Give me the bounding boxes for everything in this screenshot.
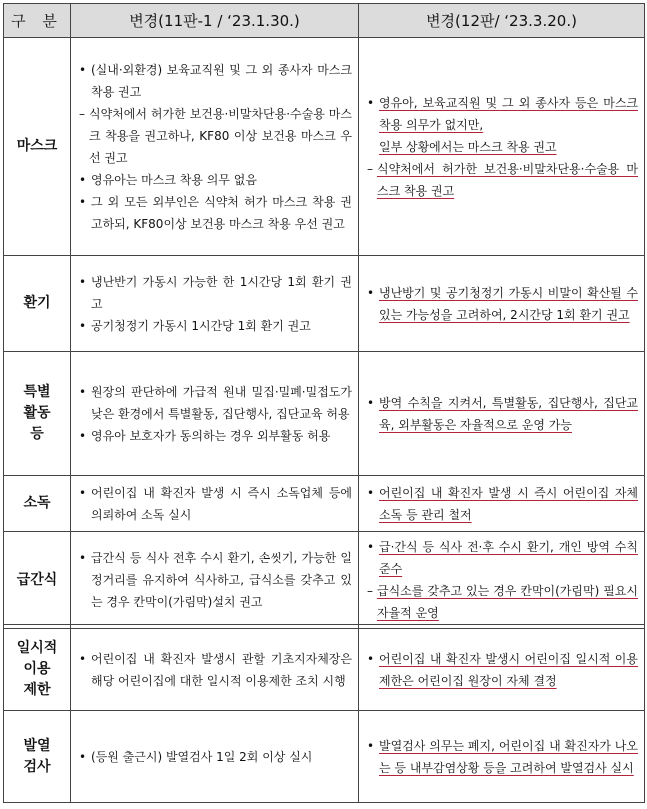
bullet: • — [79, 384, 87, 399]
bullet: • — [367, 485, 375, 500]
list-item — [367, 282, 638, 326]
before-cell — [71, 38, 359, 256]
item-text: 그 외 모든 외부인은 식약처 허가 마스크 착용 권고하되, KF80이상 보건용 마스크 착용 우선 권고 — [91, 194, 352, 231]
list-item — [367, 536, 638, 580]
bullet: • — [367, 540, 375, 554]
list-item — [367, 648, 638, 692]
table-row — [4, 256, 645, 352]
item-text: 급·간식 등 식사 전·후 수시 환기, 개인 방역 수칙 준수 — [379, 540, 638, 576]
bullet: – — [79, 106, 85, 121]
bullet: • — [79, 551, 87, 565]
item-text: 영유아 보호자가 동의하는 경우 외부활동 허용 — [91, 428, 331, 443]
table-header-row — [4, 4, 645, 38]
after-cell — [359, 476, 645, 532]
before-cell — [71, 256, 359, 352]
bullet: – — [367, 584, 373, 598]
list-item — [79, 315, 352, 337]
after-cell — [359, 38, 645, 256]
list-item — [367, 482, 638, 526]
before-cell — [71, 629, 359, 711]
bullet: • — [79, 318, 87, 333]
bullet: – — [367, 161, 373, 176]
item-text: 어린이집 내 확진자 발생 시 즉시 어린이집 자체 소독 등 관리 철저 — [379, 485, 638, 522]
row-label — [4, 711, 71, 803]
row-label-text: 발열 검사 — [23, 737, 51, 775]
table-row — [4, 38, 645, 256]
item-text: 급식소를 갖추고 있는 경우 칸막이(가림막) 필요시 자율적 운영 — [377, 584, 638, 620]
row-label-text: 급간식 — [16, 571, 58, 588]
bullet: • — [367, 651, 375, 666]
list-item — [79, 191, 352, 235]
list-item — [367, 392, 638, 436]
row-label-text: 특별 활동 등 — [23, 384, 51, 442]
row-label — [4, 532, 71, 629]
header-category: 구 분 — [4, 4, 71, 38]
bullet: • — [367, 395, 375, 410]
before-cell — [71, 711, 359, 803]
list-item — [79, 271, 352, 315]
comparison-table-continued — [3, 628, 645, 803]
list-item — [79, 425, 352, 447]
table-divider — [3, 624, 644, 625]
before-cell — [71, 476, 359, 532]
item-text: 방역 수칙을 지켜서, 특별활동, 집단행사, 집단교육, 외부활동은 자율적으로 운영 가능 — [379, 395, 638, 432]
item-text: 식약처에서 허가한 보건용·비말차단용·수술용 마스크 착용 권고 — [377, 161, 638, 198]
row-label-text: 일시적 이용 제한 — [16, 640, 58, 698]
after-cell — [359, 256, 645, 352]
bullet: • — [79, 651, 87, 666]
table-row — [4, 352, 645, 476]
row-label-text: 소독 — [23, 495, 51, 511]
list-item — [79, 103, 352, 169]
list-item — [79, 746, 352, 768]
list-item — [79, 648, 352, 692]
item-text: 일부 상황에서는 마스크 착용 권고 — [379, 139, 557, 154]
table-row — [4, 532, 645, 629]
table-row — [4, 629, 645, 711]
header-before: 변경(11판-1 / ‘23.1.30.) — [71, 4, 359, 38]
row-label — [4, 476, 71, 532]
bullet: • — [79, 485, 87, 500]
item-text: (등원 출근시) 발열검사 1일 2회 이상 실시 — [91, 749, 313, 764]
list-item — [79, 482, 352, 526]
comparison-table — [3, 3, 645, 629]
item-text: 발열검사 의무는 폐지, 어린이집 내 확진자가 나오는 등 내부감염상황 등을 고려하여 발열검사 실시 — [379, 738, 638, 775]
list-item — [79, 59, 352, 103]
after-cell — [359, 711, 645, 803]
list-item — [367, 735, 638, 779]
row-label — [4, 256, 71, 352]
bullet: • — [367, 285, 375, 300]
row-label — [4, 38, 71, 256]
item-text: 원장의 판단하에 가급적 원내 밀집·밀폐·밀접도가 낮은 환경에서 특별활동, 집단행사, 집단교육 허용 — [91, 384, 352, 421]
row-label-text: 환기 — [23, 295, 51, 311]
item-text: 공기청정기 가동시 1시간당 1회 환기 권고 — [91, 318, 311, 333]
list-item — [367, 158, 638, 202]
item-text: 어린이집 내 확진자 발생 시 즉시 소독업체 등에 의뢰하여 소독 실시 — [91, 485, 352, 522]
bullet: • — [367, 95, 375, 110]
row-label — [4, 352, 71, 476]
header-after: 변경(12판/ ‘23.3.20.) — [359, 4, 645, 38]
after-cell — [359, 629, 645, 711]
list-item — [79, 169, 352, 191]
list-item — [79, 381, 352, 425]
item-text: 영유아는 마스크 착용 의무 없음 — [91, 172, 257, 187]
after-cell — [359, 352, 645, 476]
item-text: 냉난반기 가동시 가능한 한 1시간당 1회 환기 권고 — [91, 274, 352, 311]
before-cell — [71, 352, 359, 476]
bullet: • — [79, 194, 87, 209]
item-text: (실내·외환경) 보육교직원 및 그 외 종사자 마스크 착용 권고 — [91, 62, 352, 99]
row-label-text: 마스크 — [16, 138, 58, 154]
item-text: 식약처에서 허가한 보건용·비말차단용·수술용 마스크 착용을 권고하나, KF80 이상 보건용 마스크 우선 권고 — [89, 106, 352, 165]
item-text: 영유아, 보육교직원 및 그 외 종사자 등은 마스크 착용 의무가 없지만, — [379, 95, 638, 132]
bullet: • — [79, 749, 87, 764]
after-cell — [359, 532, 645, 629]
row-label — [4, 629, 71, 711]
list-item — [367, 92, 638, 136]
table-row — [4, 711, 645, 803]
list-item — [367, 136, 638, 158]
item-text: 냉난방기 및 공기청정기 가동시 비말이 확산될 수 있는 가능성을 고려하여, 2시간당 1회 환기 권고 — [379, 285, 638, 322]
bullet: • — [79, 62, 87, 77]
bullet: • — [79, 172, 87, 187]
bullet: • — [79, 428, 87, 443]
bullet: • — [79, 274, 87, 289]
before-cell — [71, 532, 359, 629]
list-item — [367, 580, 638, 624]
list-item — [79, 547, 352, 613]
bullet: • — [367, 738, 375, 753]
item-text: 급간식 등 식사 전후 수시 환기, 손씻기, 가능한 일정거리를 유지하여 식사하고, 급식소를 갖추고 있는 경우 칸막이(가림막)설치 권고 — [91, 551, 352, 609]
table-row — [4, 476, 645, 532]
item-text: 어린이집 내 확진자 발생시 어린이집 일시적 이용제한은 어린이집 원장이 자체 결정 — [379, 651, 638, 688]
item-text: 어린이집 내 확진자 발생시 관할 기초지자체장은 해당 어린이집에 대한 일시적 이용제한 조치 시행 — [91, 651, 352, 688]
